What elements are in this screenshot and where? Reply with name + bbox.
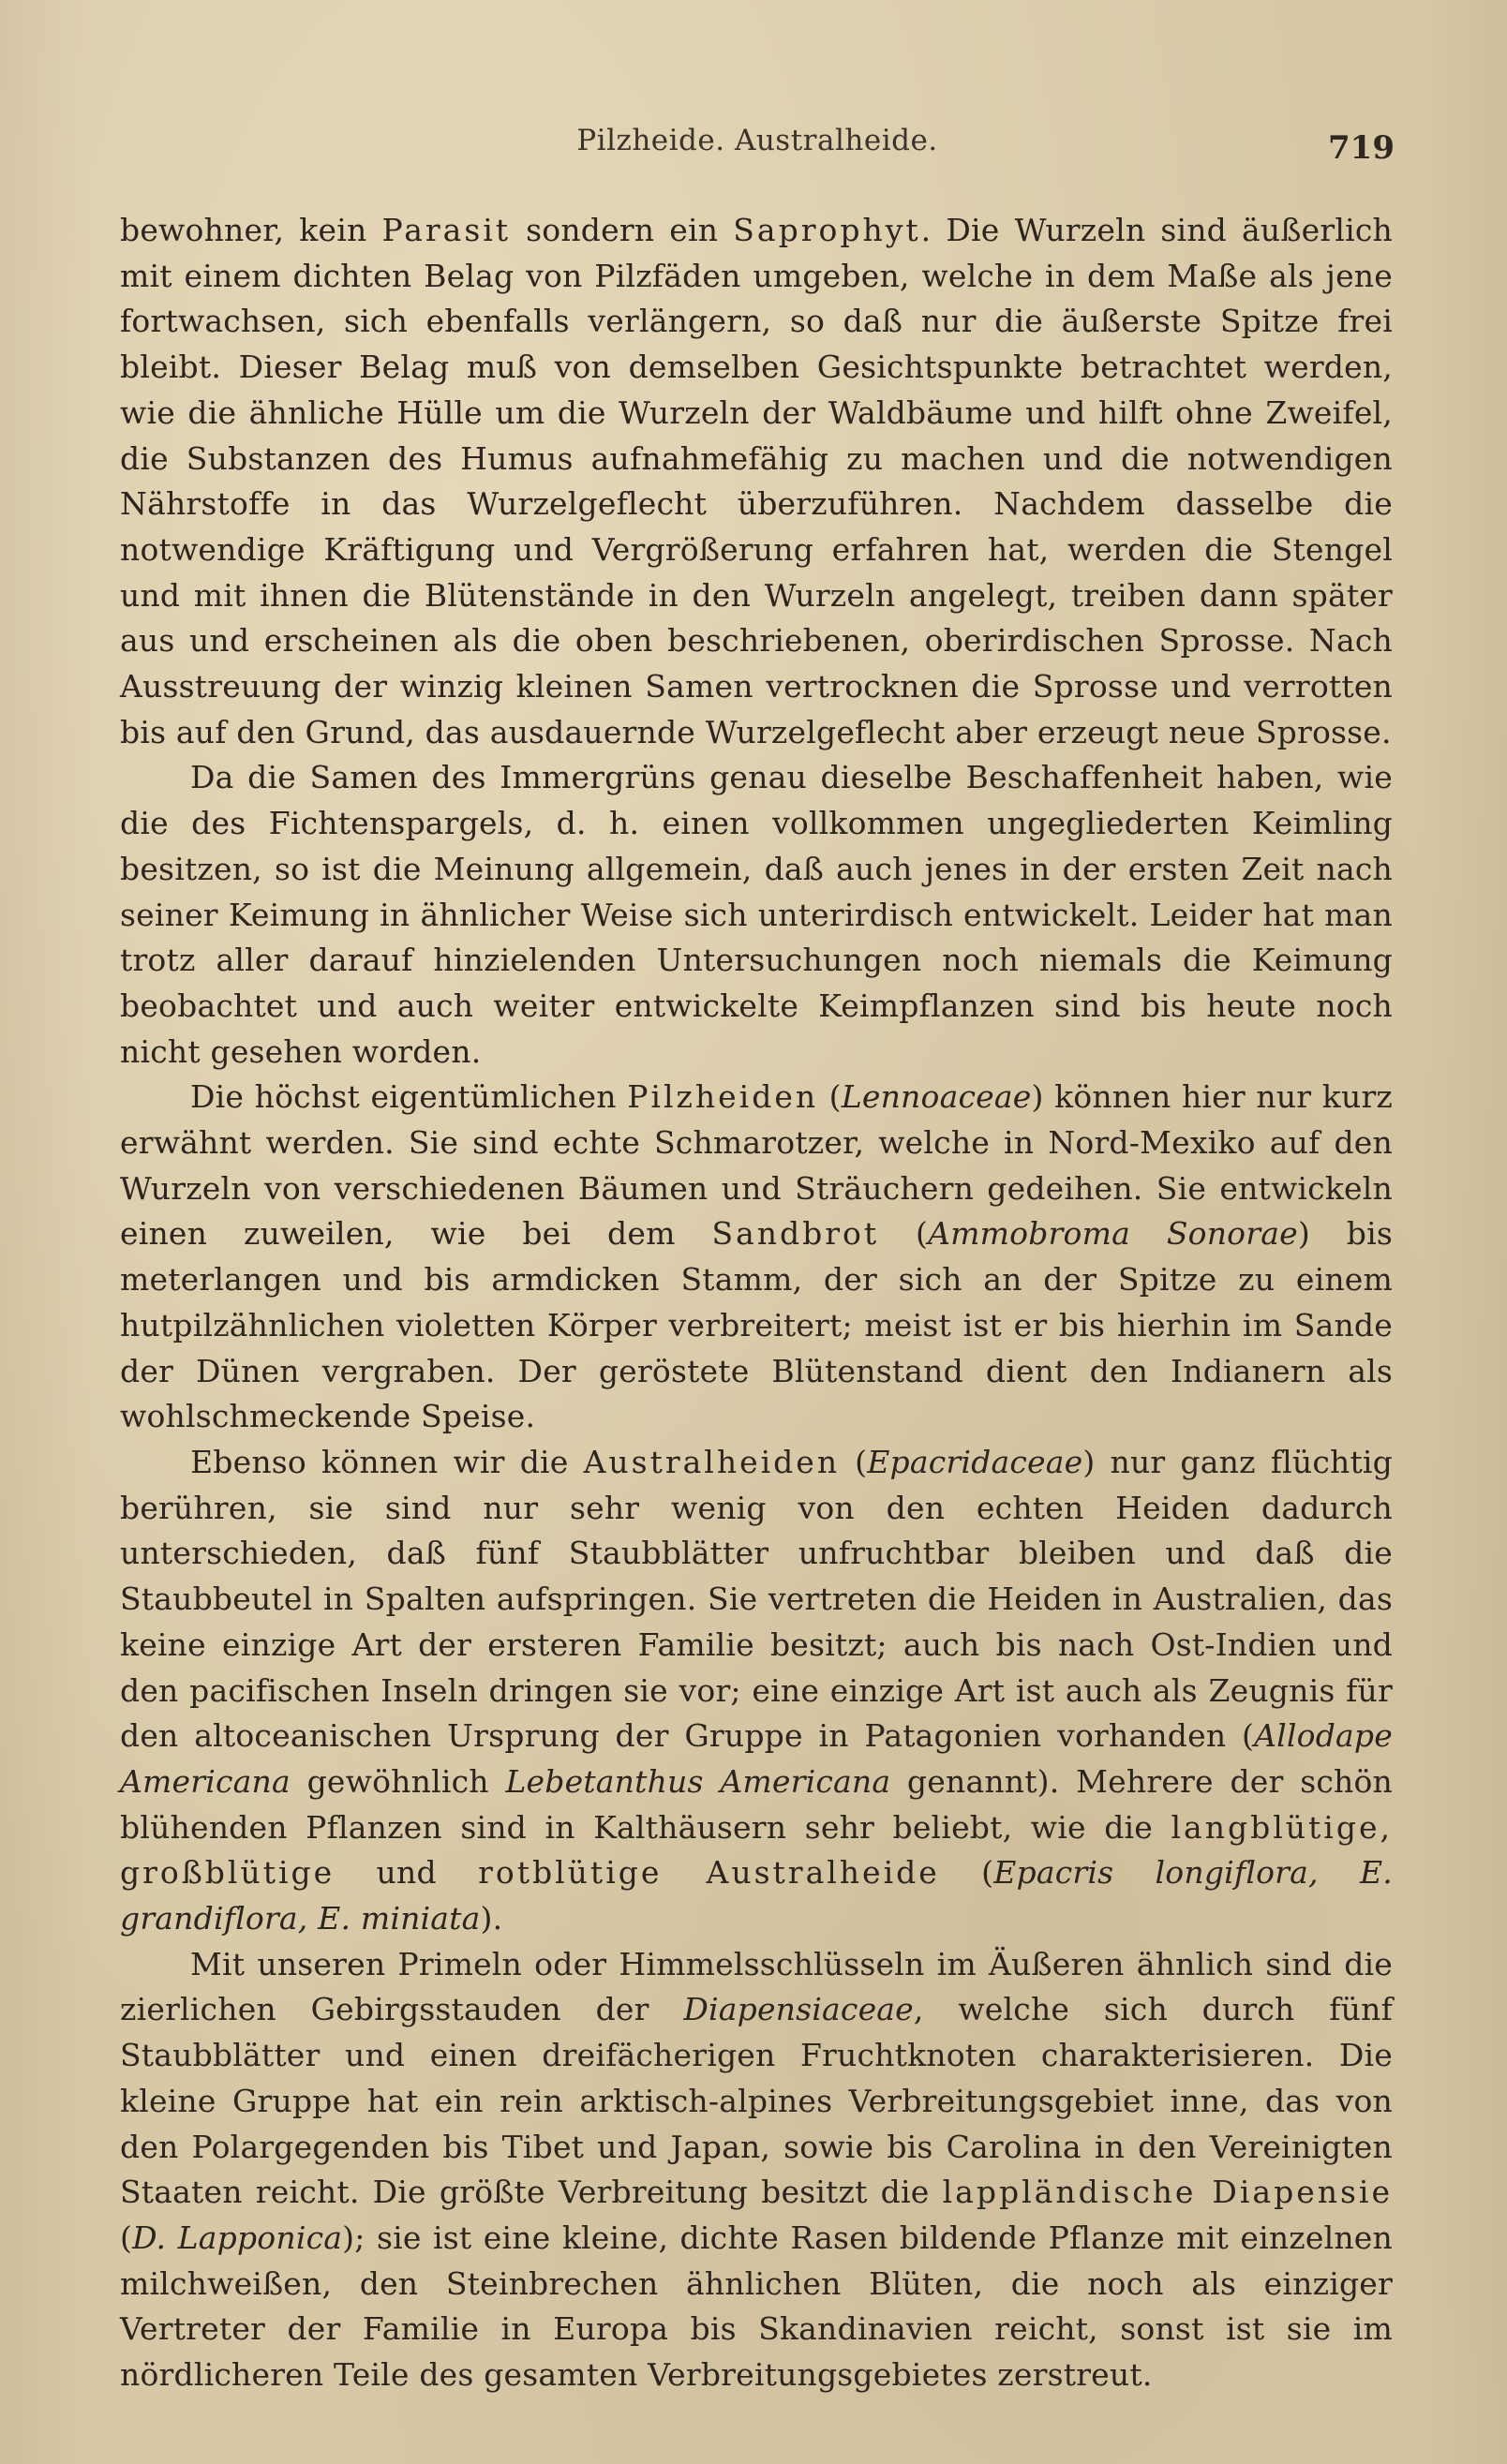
latin-name: Ammobroma Sonorae	[928, 1215, 1298, 1253]
latin-name: Epacris longiflora, E. grandiflora, E. miniata	[120, 1854, 1393, 1937]
paragraph	[120, 1942, 1393, 2398]
emphasized-term: lappländische Diapensie	[942, 2174, 1393, 2211]
text-run: bewohner, kein	[120, 212, 382, 248]
text-run: ) nur ganz flüchtig berühren, sie sind nur sehr wenig von den echten Heiden dadurch unterschieden, daß fünf Staubblätter unfruchtbar bleiben und daß die Staubbeutel in Spalten aufspringen. Sie vertreten die Heiden in Australien, das keine einzige Art der ersteren Familie besitzt; auch bis nach Ost-Indien und den pacifischen Inseln dringen sie vor; eine einzige Art ist auch als Zeugnis für den altoceanischen Ursprung der Gruppe in Patagonien vorhanden (	[120, 1443, 1394, 1755]
emphasized-term: Australheiden	[583, 1443, 841, 1480]
latin-name: Allodape Americana	[120, 1717, 1393, 1800]
paragraph	[120, 1075, 1393, 1440]
emphasized-term: Sandbrot	[711, 1215, 880, 1253]
text-run: Mit unseren Primeln oder Himmelsschlüsseln im Äußeren ähnlich sind die zierlichen Gebirgsstauden der	[120, 1945, 1393, 2028]
page-header	[120, 124, 1395, 171]
text-run: genannt). Mehrere der schön blühenden Pflanzen sind in Kalthäusern sehr beliebt, wie die	[120, 1762, 1393, 1846]
text-run: gewöhnlich	[290, 1762, 506, 1800]
text-run: ) bis meterlangen und bis armdicken Stamm, der sich an der Spitze zu einem hutpilzähnlichen violetten Körper verbreitert; meist ist er bis hierhin im Sande der Dünen vergraben. Der geröstete Blütenstand dient den Indianern als wohlschmeckende Speise.	[120, 1215, 1393, 1435]
text-run: Ebenso können wir die	[190, 1443, 584, 1480]
body-text	[120, 208, 1393, 2398]
text-run: (	[939, 1854, 994, 1892]
paragraph	[120, 1440, 1393, 1942]
emphasized-term: Pilzheiden	[627, 1078, 819, 1116]
text-run: , welche sich durch fünf Staubblätter und einen dreifächerigen Fruchtknoten charakterisieren. Die kleine Gruppe hat ein rein arktisch-alpines Verbreitungsgebiet inne, das von den Polargegenden bis Tibet und Japan, sowie bis Carolina in den Vereinigten Staaten reicht. Die größte Verbreitung besitzt die	[120, 1991, 1393, 2211]
running-head: Pilzheide. Australheide.	[576, 124, 938, 157]
text-run: Da die Samen des Immergrüns genau dieselbe Beschaffenheit haben, wie die des Fichtenspargels, d. h. einen vollkommen ungegliederten Keimling besitzen, so ist die Meinung allgemein, daß auch jenes in der ersten Zeit nach seiner Keimung in ähnlicher Weise sich unterirdisch entwickelt. Leider hat man trotz aller darauf hinzielenden Untersuchungen noch niemals die Keimung beobachtet und auch weiter entwickelte Keimpflanzen sind bis heute noch nicht gesehen worden.	[120, 759, 1393, 1070]
latin-name: D. Lapponica	[132, 2219, 343, 2256]
emphasized-term: rotblütige Australheide	[478, 1854, 940, 1892]
emphasized-term: langblütige, großblütige	[120, 1808, 1393, 1892]
text-run: sondern ein	[511, 212, 734, 248]
text-run: Die höchst eigentümlichen	[190, 1078, 628, 1116]
text-run: (	[879, 1215, 929, 1253]
latin-name: Lennoaceae	[841, 1078, 1032, 1116]
emphasized-term: Parasit	[381, 212, 512, 248]
text-run: (	[818, 1078, 842, 1116]
text-run: . Die Wurzeln sind äußerlich mit einem dichten Belag von Pilzfäden umgeben, welche in dem Maße als jene fortwachsen, sich ebenfalls verlängern, so daß nur die äußerste Spitze frei bleibt. Dieser Belag muß von demselben Gesichtspunkte betrachtet werden, wie die ähnliche Hülle um die Wurzeln der Waldbäume und hilft ohne Zweifel, die Substanzen des Humus aufnahmefähig zu machen und die notwendigen Nährstoffe in das Wurzelgeflecht überzuführen. Nachdem dasselbe die notwendige Kräftigung und Vergrößerung erfahren hat, werden die Stengel und mit ihnen die Blütenstände in den Wurzeln angelegt, treiben dann später aus und erscheinen als die oben beschriebenen, oberirdischen Sprosse. Nach Ausstreuung der winzig kleinen Samen vertrocknen die Sprosse und verrotten bis auf den Grund, das ausdauernde Wurzelgeflecht aber erzeugt neue Sprosse.	[120, 212, 1393, 750]
latin-name: Epacridaceae	[867, 1443, 1083, 1480]
text-run: ) können hier nur kurz erwähnt werden. Sie sind echte Schmarotzer, welche in Nord-Mexiko auf den Wurzeln von verschiedenen Bäumen und Sträuchern gedeihen. Sie entwickeln einen zuweilen, wie bei dem	[120, 1078, 1394, 1253]
text-run: ); sie ist eine kleine, dichte Rasen bildende Pflanze mit einzelnen milchweißen, den Steinbrechen ähnlichen Blüten, die noch als einziger Vertreter der Familie in Europa bis Skandinavien reicht, sonst ist sie im nördlicheren Teile des gesamten Verbreitungsgebietes zerstreut.	[120, 2219, 1393, 2394]
latin-name: Diapensiaceae	[683, 1991, 914, 2028]
emphasized-term: Saprophyt	[733, 212, 921, 248]
page-number: 719	[1328, 129, 1395, 167]
latin-name: Lebetanthus Americana	[505, 1762, 891, 1800]
text-run: (	[840, 1443, 868, 1480]
paragraph	[120, 208, 1393, 755]
paragraph	[120, 755, 1393, 1075]
text-run: ).	[480, 1900, 503, 1937]
text-run: (	[120, 2219, 133, 2256]
text-run: und	[335, 1854, 479, 1892]
